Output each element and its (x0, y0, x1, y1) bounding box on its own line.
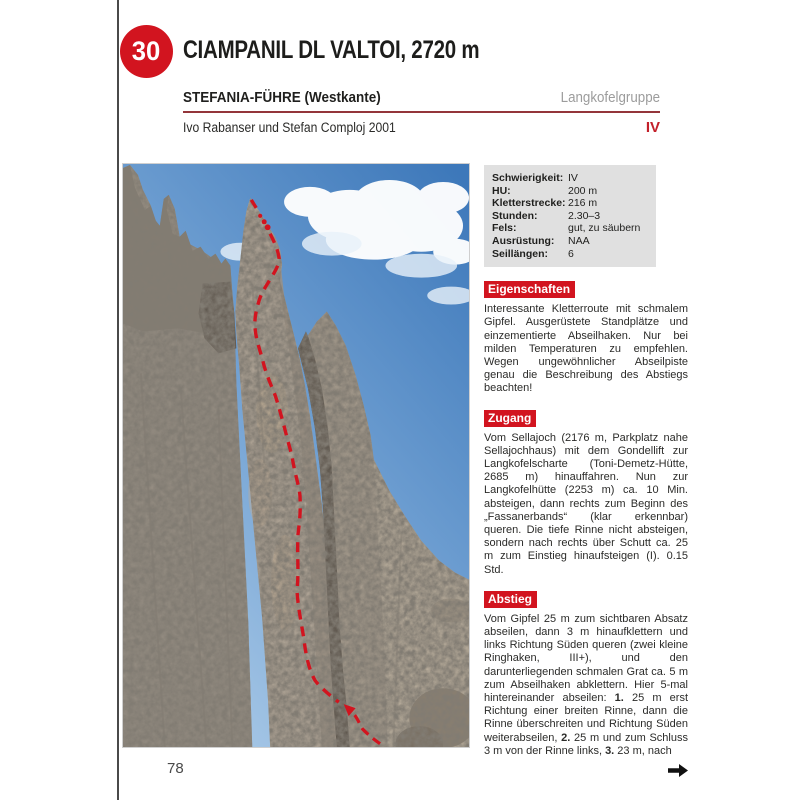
difficulty-grade: IV (645, 119, 660, 136)
route-name: STEFANIA-FÜHRE (Westkante) (183, 89, 381, 106)
section-title-badge: Eigenschaften (484, 281, 575, 298)
info-label: Schwierigkeit: (492, 172, 564, 184)
info-value: 216 m (568, 197, 598, 210)
route-number: 30 (132, 36, 161, 66)
page-title: CIAMPANIL DL VALTOI, 2720 m (183, 36, 480, 64)
page-number: 78 (167, 760, 184, 777)
info-label: Seillängen: (492, 247, 549, 260)
info-value: 200 m (568, 184, 598, 197)
info-row (492, 222, 648, 235)
info-label: Fels: (492, 222, 517, 235)
section-abstieg (484, 590, 688, 758)
section-text: Vom Sellajoch (2176 m, Parkplatz nahe Sellajochhaus) mit dem Gondellift zur Langkofelscharte (Toni-Demetz-Hütte, 2685 m) hinauffahren. Nun zur Langkofelhütte (2253 m) ca. 10 Min. absteigen, dann rechts zum Beginn des „Fassanerbands“ (klar erkennbar) queren. Die tiefe Rinne nicht absteigen, sondern nach rechts über Schutt ca. 25 m zum Einstieg hinaufsteigen (I). 0.15 Std. (484, 431, 688, 576)
section-title-badge: Zugang (484, 410, 536, 427)
route-photo-illustration (123, 164, 469, 747)
info-row (492, 197, 648, 210)
info-value: gut, zu säubern (568, 222, 641, 235)
info-label: Kletterstrecke: (492, 197, 566, 210)
route-number-badge (120, 25, 173, 78)
info-value: NAA (568, 234, 590, 247)
section-title-badge: Abstieg (484, 591, 537, 608)
section-eigenschaften (484, 280, 688, 395)
info-column (484, 165, 688, 780)
info-row (492, 235, 648, 248)
route-header (183, 89, 660, 136)
section-zugang (484, 409, 688, 577)
info-value: 2.30–3 (568, 209, 601, 222)
info-value: IV (568, 172, 578, 184)
info-row (492, 248, 648, 261)
info-label: HU: (492, 184, 511, 197)
route-info-box (484, 165, 656, 267)
continuation-arrow (484, 762, 688, 780)
first-ascent-credit: Ivo Rabanser und Stefan Comploj 2001 (183, 120, 396, 135)
info-row (492, 210, 648, 223)
info-value: 6 (568, 247, 574, 260)
info-label: Stunden: (492, 209, 538, 222)
info-label: Ausrüstung: (492, 234, 555, 247)
info-row (492, 185, 648, 198)
route-photo (122, 163, 470, 748)
page-margin-rule (117, 0, 119, 800)
right-arrow-icon (668, 764, 688, 777)
section-text: Interessante Kletterroute mit schmalem Gipfel. Ausgerüstete Standplätze und einzementierte Abseilhaken. Nur bei milden Temperaturen zu empfehlen. Wegen ungewöhnlicher Abseilpiste genau die Beschreibung des Abstiegs beachten! (484, 303, 688, 395)
section-text: Vom Gipfel 25 m zum sichtbaren Absatz abseilen, dann 3 m hinaufklettern und links Richtung Süden queren (zwei kleine Ringhaken, III+), und den darunterliegenden schmalen Grat ca. 5 m zum Abseilhaken abklettern. Hier 5-mal hintereinander abseilen: 1. 25 m erst Richtung einer breiten Rinne, dann die Rinne überschreiten und Richtung Süden weiterabseilen, 2. 25 m und zum Schluss 3 m von der Rinne links, 3. 23 m, nach (484, 612, 689, 757)
mountain-group-name: Langkofelgruppe (560, 90, 660, 106)
info-row (492, 172, 648, 185)
